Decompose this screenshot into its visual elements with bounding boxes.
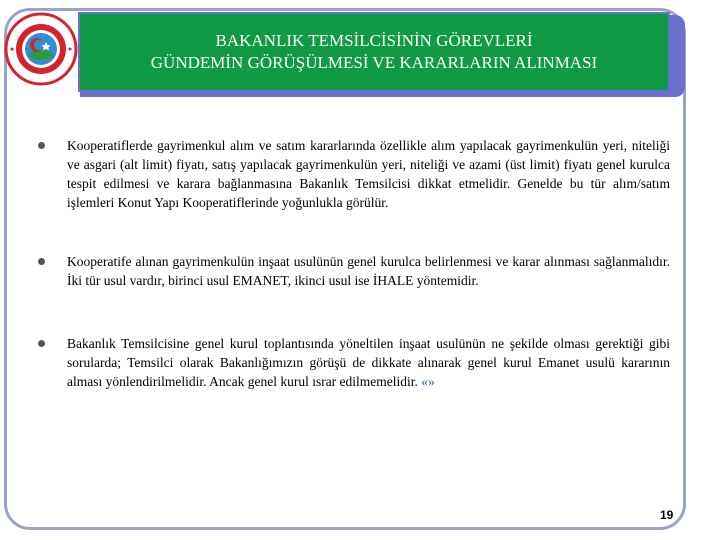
title-line-2: GÜNDEMİN GÖRÜŞÜLMESİ VE KARARLARIN ALINMASI [150, 53, 598, 72]
page-title [78, 12, 670, 92]
bullet-list [38, 136, 670, 431]
nav-link[interactable]: «» [421, 374, 435, 389]
page-number: 19 [660, 508, 674, 522]
bullet-icon [38, 258, 45, 265]
title-line-1: BAKANLIK TEMSİLCİSİNİN GÖREVLERİ [215, 31, 533, 50]
list-item [38, 136, 670, 212]
list-item-body: Bakanlık Temsilcisine genel kurul toplantısında yöneltilen inşaat usulünün ne şekilde olması gerektiği gibi sorularda; Temsilci olarak Bakanlığımızın görüşü de dikkate alınarak genel kurul Emanet usulü kararının alması yönlendirilmelidir. Ancak genel kurul ısrar edilmemelidir. [67, 336, 670, 389]
list-item-text [67, 334, 670, 391]
list-item [38, 334, 670, 391]
list-item-text: Kooperatiflerde gayrimenkul alım ve satım kararlarında özellikle alım yapılacak gayrimenkulün yeri, niteliği ve asgari (alt limit) fiyatı, satış yapılacak gayrimenkulün yeri, niteliği ve azami (üst limit) fiyatı genel kurulca tespit edilmesi ve karara bağlanmasına Bakanlık Temsilcisi dikkat etmelidir. Genelde bu tür alım/satım işlemleri Konut Yapı Kooperatiflerinde yoğunlukla görülür. [67, 138, 670, 210]
list-item [38, 252, 670, 290]
bullet-icon [38, 142, 45, 149]
bullet-icon [38, 340, 45, 347]
list-item-text: Kooperatife alınan gayrimenkulün inşaat usulünün genel kurulca belirlenmesi ve karar alınması sağlanmalıdır. İki tür usul vardır, birinci usul EMANET, ikinci usul ise İHALE yöntemidir. [67, 254, 670, 288]
ministry-seal-icon [4, 12, 78, 86]
